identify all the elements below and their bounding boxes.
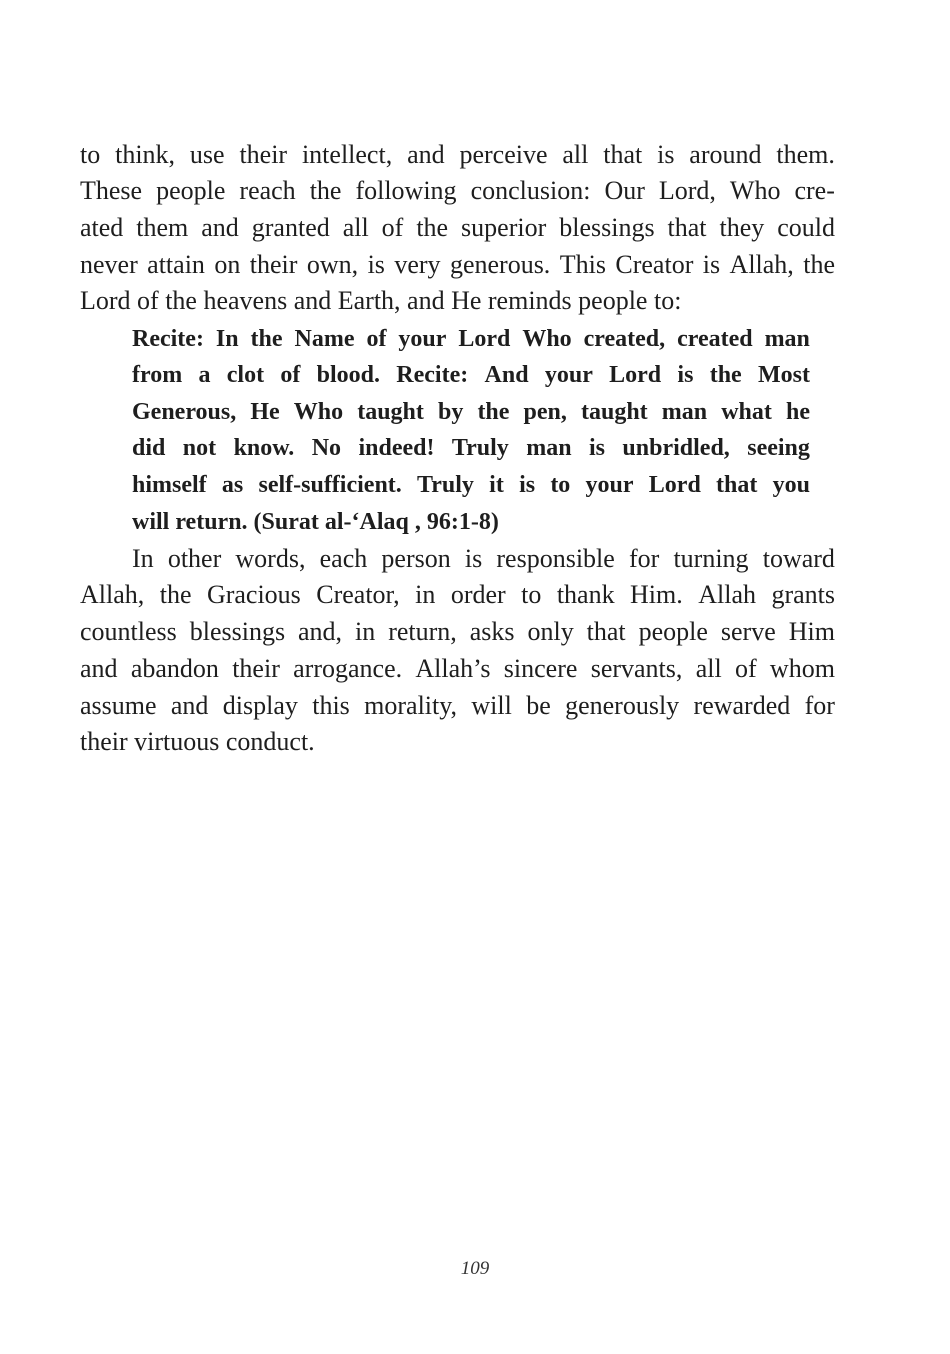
paragraph-2-line: In other words, each person is responsible for turning toward <box>132 544 835 573</box>
paragraph-1-line: never attain on their own, is very generous. This Creator is Allah, the <box>80 250 835 279</box>
quote-line: will return. (Surat al-‘Alaq , 96:1-8) <box>132 509 499 535</box>
quote-line: Generous, He Who taught by the pen, taught man what he <box>132 399 810 425</box>
paragraph-1-line: ated them and granted all of the superior blessings that they could <box>80 213 835 242</box>
paragraph-1-line: to think, use their intellect, and perceive all that is around them. <box>80 140 835 169</box>
quote-line: himself as self-sufficient. Truly it is to your Lord that you <box>132 472 810 498</box>
paragraph-2-line: Allah, the Gracious Creator, in order to thank Him. Allah grants <box>80 580 835 609</box>
quote-line: from a clot of blood. Recite: And your Lord is the Most <box>132 362 810 388</box>
page-number: 109 <box>460 1258 490 1279</box>
paragraph-1-line: These people reach the following conclusion: Our Lord, Who cre- <box>80 176 835 205</box>
paragraph-2-line: countless blessings and, in return, asks only that people serve Him <box>80 617 835 646</box>
paragraph-1-line: Lord of the heavens and Earth, and He reminds people to: <box>80 286 682 315</box>
paragraph-2-line: and abandon their arrogance. Allah’s sincere servants, all of whom <box>80 654 835 683</box>
quote-line: Recite: In the Name of your Lord Who created, created man <box>132 326 810 352</box>
paragraph-2-line: their virtuous conduct. <box>80 727 315 756</box>
quote-line: did not know. No indeed! Truly man is unbridled, seeing <box>132 435 810 461</box>
paragraph-2-line: assume and display this morality, will be generously rewarded for <box>80 691 835 720</box>
